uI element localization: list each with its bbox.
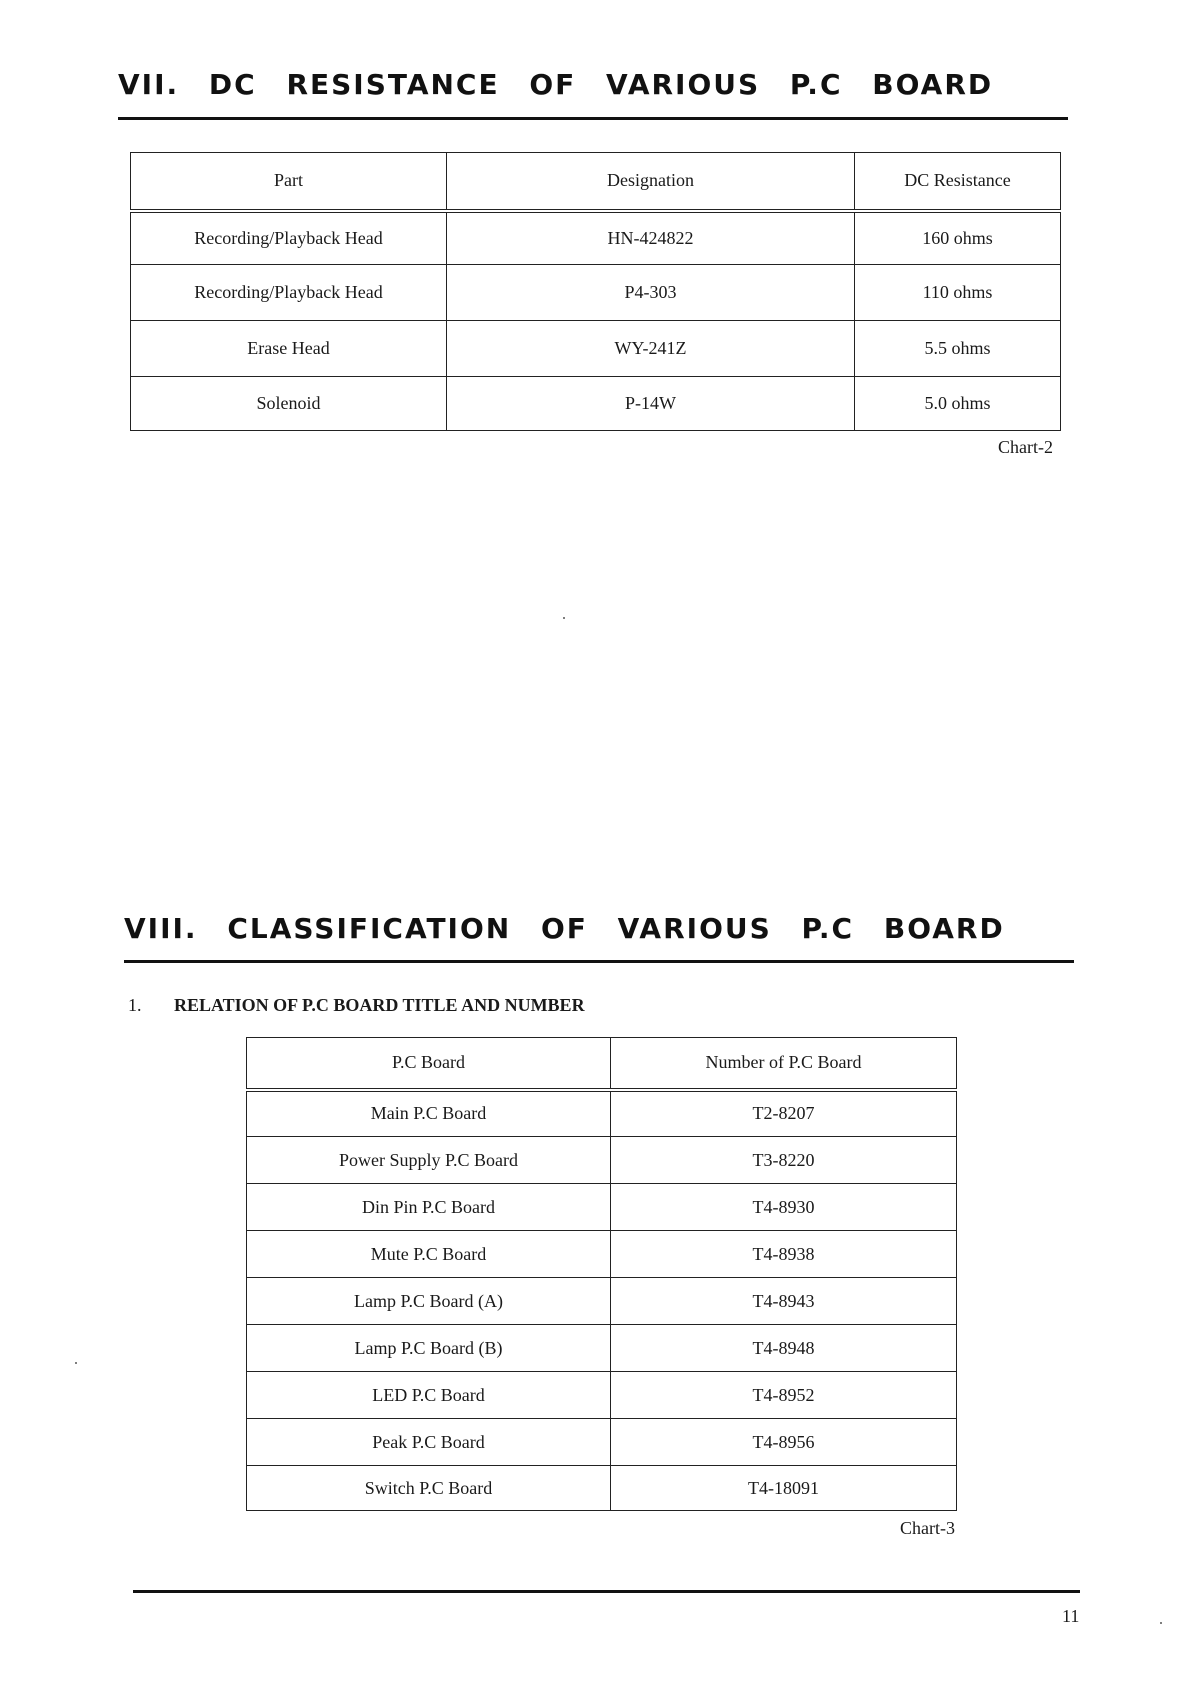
cell-part: Recording/Playback Head [131,211,447,265]
cell-pc-board: Main P.C Board [247,1090,611,1137]
cell-designation: P4-303 [447,265,855,321]
cell-board-number: T3-8220 [611,1137,957,1184]
cell-pc-board: LED P.C Board [247,1372,611,1419]
column-header-pc-board: P.C Board [247,1038,611,1090]
table-row [247,1137,957,1184]
section-8-divider [124,960,1074,963]
section-7-title-word: RESISTANCE [286,68,500,101]
table-row [131,211,1061,265]
section-7-title-word: VARIOUS [606,68,761,101]
cell-board-number: T4-18091 [611,1466,957,1511]
cell-dc-resistance: 160 ohms [855,211,1061,265]
section-8-title-word: VARIOUS [617,912,772,945]
section-7-title-word: OF [529,68,577,101]
cell-part: Recording/Playback Head [131,265,447,321]
table-row [247,1184,957,1231]
cell-part: Solenoid [131,377,447,431]
section-8-title-word: CLASSIFICATION [227,912,512,945]
column-header-designation: Designation [447,153,855,211]
cell-pc-board: Mute P.C Board [247,1231,611,1278]
subsection-number: 1. [128,995,142,1015]
cell-dc-resistance: 5.5 ohms [855,321,1061,377]
table-row [131,321,1061,377]
table-row [247,1231,957,1278]
cell-dc-resistance: 110 ohms [855,265,1061,321]
table-row [247,1090,957,1137]
cell-designation: P-14W [447,377,855,431]
section-7-title-word: P.C [789,68,843,101]
scan-speck [563,617,565,619]
table-row [247,1325,957,1372]
cell-board-number: T4-8948 [611,1325,957,1372]
section-7-title-word: BOARD [872,68,994,101]
cell-board-number: T4-8930 [611,1184,957,1231]
column-header-number-of-pc-board: Number of P.C Board [611,1038,957,1090]
scan-speck [75,1362,77,1364]
dc-resistance-table [130,152,1061,431]
section-8-title-word: OF [540,912,588,945]
table-row [131,265,1061,321]
cell-board-number: T4-8938 [611,1231,957,1278]
cell-designation: HN-424822 [447,211,855,265]
section-8-title [124,912,1023,945]
section-8-numeral: VIII. [124,912,198,945]
section-8-title-word: P.C [801,912,855,945]
cell-pc-board: Switch P.C Board [247,1466,611,1511]
section-7-divider [118,117,1068,120]
column-header-part: Part [131,153,447,211]
cell-part: Erase Head [131,321,447,377]
column-header-dc-resistance: DC Resistance [855,153,1061,211]
table-row [247,1372,957,1419]
table-row [247,1419,957,1466]
cell-board-number: T4-8956 [611,1419,957,1466]
cell-pc-board: Lamp P.C Board (B) [247,1325,611,1372]
table-row [247,1466,957,1511]
page-number: 11 [1062,1606,1080,1626]
cell-board-number: T4-8952 [611,1372,957,1419]
table-row [247,1278,957,1325]
table-header-row [131,153,1061,211]
cell-pc-board: Lamp P.C Board (A) [247,1278,611,1325]
cell-designation: WY-241Z [447,321,855,377]
section-7-numeral: VII. [118,68,180,101]
table-header-row [247,1038,957,1090]
cell-pc-board: Power Supply P.C Board [247,1137,611,1184]
table-row [131,377,1061,431]
subsection-title: RELATION OF P.C BOARD TITLE AND NUMBER [174,995,585,1015]
cell-dc-resistance: 5.0 ohms [855,377,1061,431]
subsection-heading [128,995,585,1016]
cell-board-number: T4-8943 [611,1278,957,1325]
cell-board-number: T2-8207 [611,1090,957,1137]
section-7-title [118,68,1011,101]
pc-board-table [246,1037,957,1511]
section-7-title-word: DC [208,68,257,101]
chart-2-label: Chart-2 [998,437,1053,457]
footer-divider [133,1590,1080,1593]
scan-speck [1160,1622,1162,1624]
section-8-title-word: BOARD [883,912,1005,945]
cell-pc-board: Peak P.C Board [247,1419,611,1466]
cell-pc-board: Din Pin P.C Board [247,1184,611,1231]
chart-3-label: Chart-3 [900,1518,955,1538]
